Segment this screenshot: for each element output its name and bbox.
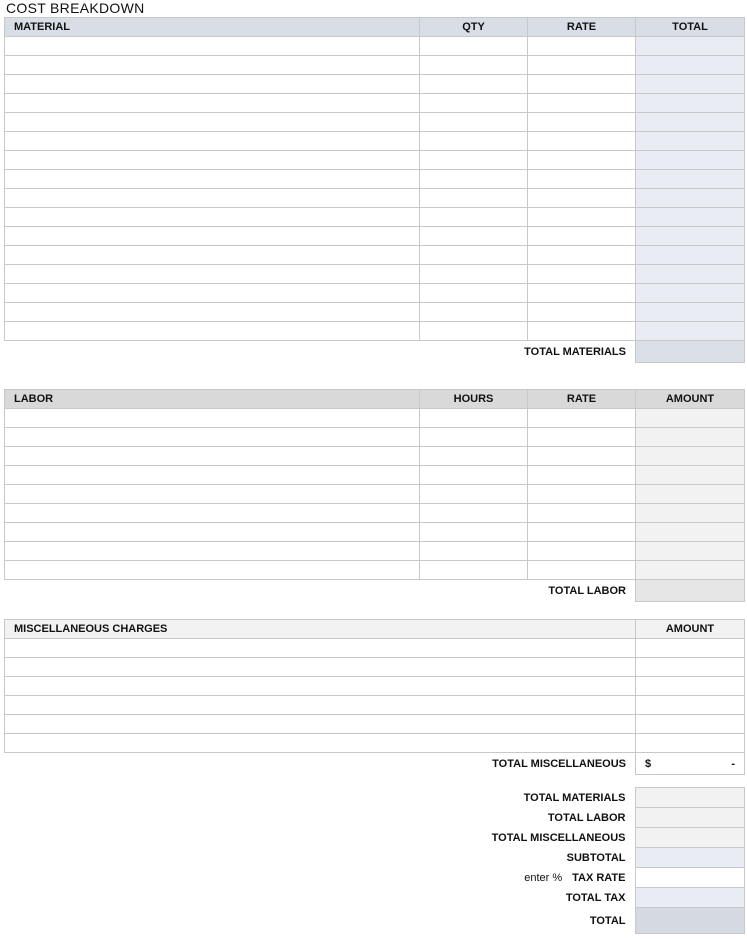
- summary-subtotal-value[interactable]: [635, 848, 744, 868]
- labor-row: [5, 504, 745, 523]
- material-row-cell[interactable]: [528, 75, 636, 94]
- material-row-cell[interactable]: [420, 303, 528, 322]
- material-row-cell[interactable]: [420, 132, 528, 151]
- summary-total-tax-label: TOTAL TAX: [565, 891, 626, 904]
- material-row-cell[interactable]: [5, 37, 420, 56]
- qty-column-header: QTY: [420, 18, 528, 37]
- material-row-cell[interactable]: [420, 322, 528, 341]
- labor-row: [5, 542, 745, 561]
- materials-header-row: [5, 18, 745, 37]
- material-row-cell[interactable]: [636, 94, 745, 113]
- misc-row-cell[interactable]: [636, 677, 745, 696]
- summary-total-row: [4, 908, 744, 934]
- material-row-cell[interactable]: [5, 151, 420, 170]
- labor-row-cell[interactable]: [5, 466, 420, 485]
- material-row-cell[interactable]: [420, 94, 528, 113]
- material-column-header: MATERIAL: [5, 18, 420, 37]
- material-row-cell[interactable]: [5, 227, 420, 246]
- rate-column-header: RATE: [528, 18, 636, 37]
- material-row-cell[interactable]: [636, 189, 745, 208]
- misc-row-cell[interactable]: [636, 696, 745, 715]
- misc-row-cell[interactable]: [636, 639, 745, 658]
- misc-total-amount: -: [731, 757, 735, 770]
- misc-column-header: MISCELLANEOUS CHARGES: [5, 620, 636, 639]
- material-row-cell[interactable]: [5, 56, 420, 75]
- labor-row-cell[interactable]: [5, 447, 420, 466]
- labor-row-cell[interactable]: [420, 485, 528, 504]
- labor-row: [5, 523, 745, 542]
- material-row-cell[interactable]: [5, 132, 420, 151]
- misc-row-cell[interactable]: [5, 734, 636, 753]
- material-row: [5, 75, 745, 94]
- misc-row: [5, 715, 745, 734]
- summary-tax-rate-label: TAX RATE: [572, 871, 626, 884]
- labor-amount-column-header: AMOUNT: [636, 390, 745, 409]
- materials-rows: [5, 37, 745, 341]
- material-row-cell[interactable]: [636, 170, 745, 189]
- labor-row-cell[interactable]: [420, 561, 528, 580]
- hours-column-header: HOURS: [420, 390, 528, 409]
- summary-total-materials-label: TOTAL MATERIALS: [523, 791, 626, 804]
- misc-row-cell[interactable]: [636, 734, 745, 753]
- total-materials-row: [5, 341, 745, 363]
- labor-row: [5, 447, 745, 466]
- labor-row: [5, 485, 745, 504]
- labor-row-cell[interactable]: [528, 504, 636, 523]
- labor-row-cell[interactable]: [636, 466, 745, 485]
- labor-row-cell[interactable]: [420, 504, 528, 523]
- material-row-cell[interactable]: [420, 56, 528, 75]
- total-labor-value[interactable]: [636, 580, 745, 602]
- labor-row-cell[interactable]: [636, 504, 745, 523]
- summary-total-misc-value[interactable]: [635, 828, 744, 848]
- total-column-header: TOTAL: [636, 18, 745, 37]
- labor-rate-column-header: RATE: [528, 390, 636, 409]
- material-row-cell[interactable]: [636, 265, 745, 284]
- misc-row: [5, 734, 745, 753]
- labor-column-header: LABOR: [5, 390, 420, 409]
- misc-row: [5, 658, 745, 677]
- labor-table: [4, 389, 745, 602]
- misc-amount-column-header: AMOUNT: [636, 620, 745, 639]
- labor-row-cell[interactable]: [420, 447, 528, 466]
- total-misc-label: TOTAL MISCELLANEOUS: [492, 757, 626, 770]
- material-row: [5, 284, 745, 303]
- labor-row-cell[interactable]: [528, 561, 636, 580]
- labor-row-cell[interactable]: [528, 542, 636, 561]
- material-row-cell[interactable]: [636, 208, 745, 227]
- material-row: [5, 246, 745, 265]
- labor-row-cell[interactable]: [5, 485, 420, 504]
- summary-subtotal-row: [4, 848, 744, 868]
- labor-row-cell[interactable]: [528, 428, 636, 447]
- material-row: [5, 94, 745, 113]
- labor-row-cell[interactable]: [528, 523, 636, 542]
- material-row-cell[interactable]: [528, 322, 636, 341]
- labor-row-cell[interactable]: [636, 428, 745, 447]
- material-row-cell[interactable]: [5, 75, 420, 94]
- labor-row: [5, 466, 745, 485]
- tax-hint: enter %: [524, 871, 563, 884]
- labor-row-cell[interactable]: [636, 542, 745, 561]
- labor-row-cell[interactable]: [5, 428, 420, 447]
- material-row-cell[interactable]: [420, 246, 528, 265]
- labor-row-cell[interactable]: [5, 523, 420, 542]
- material-row: [5, 227, 745, 246]
- material-row: [5, 322, 745, 341]
- material-row-cell[interactable]: [420, 113, 528, 132]
- summary-total-misc-label: TOTAL MISCELLANEOUS: [491, 831, 626, 844]
- labor-row-cell[interactable]: [5, 504, 420, 523]
- materials-table: [4, 17, 745, 363]
- total-materials-value[interactable]: [636, 341, 745, 363]
- material-row-cell[interactable]: [636, 322, 745, 341]
- material-row-cell[interactable]: [528, 303, 636, 322]
- material-row-cell[interactable]: [528, 208, 636, 227]
- material-row: [5, 56, 745, 75]
- summary-total-value[interactable]: [635, 908, 744, 934]
- material-row-cell[interactable]: [636, 227, 745, 246]
- labor-row-cell[interactable]: [420, 466, 528, 485]
- labor-row-cell[interactable]: [420, 542, 528, 561]
- misc-row: [5, 696, 745, 715]
- total-labor-row: [5, 580, 745, 602]
- material-row-cell[interactable]: [636, 303, 745, 322]
- summary-total-materials-row: [4, 788, 744, 808]
- page-title: COST BREAKDOWN: [6, 0, 145, 16]
- material-row-cell[interactable]: [528, 170, 636, 189]
- material-row-cell[interactable]: [528, 94, 636, 113]
- labor-row-cell[interactable]: [5, 542, 420, 561]
- material-row-cell[interactable]: [420, 189, 528, 208]
- material-row-cell[interactable]: [528, 132, 636, 151]
- material-row-cell[interactable]: [528, 37, 636, 56]
- material-row-cell[interactable]: [420, 265, 528, 284]
- labor-rows: [5, 409, 745, 580]
- summary-subtotal-label: SUBTOTAL: [566, 851, 626, 864]
- material-row-cell[interactable]: [420, 284, 528, 303]
- misc-row-cell[interactable]: [636, 715, 745, 734]
- material-row-cell[interactable]: [5, 303, 420, 322]
- labor-row-cell[interactable]: [528, 447, 636, 466]
- material-row-cell[interactable]: [5, 189, 420, 208]
- material-row-cell[interactable]: [528, 151, 636, 170]
- material-row: [5, 303, 745, 322]
- summary-table: [4, 787, 745, 934]
- labor-row-cell[interactable]: [636, 561, 745, 580]
- material-row: [5, 132, 745, 151]
- material-row-cell[interactable]: [528, 189, 636, 208]
- material-row-cell[interactable]: [420, 170, 528, 189]
- total-labor-label: TOTAL LABOR: [548, 584, 626, 597]
- summary-total-tax-value[interactable]: [635, 888, 744, 908]
- summary-total-materials-value[interactable]: [635, 788, 744, 808]
- labor-row-cell[interactable]: [636, 409, 745, 428]
- labor-row-cell[interactable]: [528, 466, 636, 485]
- currency-symbol: $: [645, 757, 652, 770]
- summary-total-labor-value[interactable]: [635, 808, 744, 828]
- misc-header-row: [5, 620, 745, 639]
- material-row-cell[interactable]: [636, 37, 745, 56]
- labor-row: [5, 409, 745, 428]
- material-row-cell[interactable]: [528, 227, 636, 246]
- labor-header-row: [5, 390, 745, 409]
- misc-row-cell[interactable]: [5, 658, 636, 677]
- labor-row: [5, 561, 745, 580]
- material-row-cell[interactable]: [5, 170, 420, 189]
- total-materials-label: TOTAL MATERIALS: [524, 345, 626, 358]
- material-row-cell[interactable]: [420, 208, 528, 227]
- material-row-cell[interactable]: [528, 246, 636, 265]
- material-row-cell[interactable]: [5, 284, 420, 303]
- labor-row-cell[interactable]: [5, 561, 420, 580]
- labor-row-cell[interactable]: [528, 485, 636, 504]
- summary-total-tax-row: [4, 888, 744, 908]
- material-row-cell[interactable]: [636, 151, 745, 170]
- misc-row-cell[interactable]: [5, 696, 636, 715]
- summary-total-misc-row: [4, 828, 744, 848]
- misc-table: [4, 619, 745, 775]
- labor-row-cell[interactable]: [420, 428, 528, 447]
- misc-row: [5, 677, 745, 696]
- misc-row-cell[interactable]: [5, 715, 636, 734]
- material-row-cell[interactable]: [5, 246, 420, 265]
- material-row: [5, 151, 745, 170]
- material-row-cell[interactable]: [420, 227, 528, 246]
- labor-row-cell[interactable]: [636, 523, 745, 542]
- material-row-cell[interactable]: [5, 113, 420, 132]
- material-row-cell[interactable]: [528, 56, 636, 75]
- misc-row-cell[interactable]: [5, 677, 636, 696]
- material-row-cell[interactable]: [528, 265, 636, 284]
- labor-row-cell[interactable]: [420, 409, 528, 428]
- summary-total-label: TOTAL: [589, 914, 626, 927]
- labor-row-cell[interactable]: [528, 409, 636, 428]
- summary-tax-rate-label-cell: [4, 868, 635, 888]
- material-row-cell[interactable]: [636, 284, 745, 303]
- material-row-cell[interactable]: [5, 265, 420, 284]
- material-row-cell[interactable]: [636, 132, 745, 151]
- labor-row-cell[interactable]: [5, 409, 420, 428]
- material-row-cell[interactable]: [636, 56, 745, 75]
- labor-row: [5, 428, 745, 447]
- tax-rate-input[interactable]: [635, 868, 744, 888]
- material-row: [5, 189, 745, 208]
- misc-row: [5, 639, 745, 658]
- summary-total-labor-label: TOTAL LABOR: [547, 811, 626, 824]
- material-row-cell[interactable]: [420, 151, 528, 170]
- material-row-cell[interactable]: [5, 208, 420, 227]
- material-row-cell[interactable]: [420, 37, 528, 56]
- material-row: [5, 113, 745, 132]
- labor-row-cell[interactable]: [636, 447, 745, 466]
- misc-rows: [5, 639, 745, 753]
- total-misc-row: [5, 753, 745, 775]
- total-misc-value[interactable]: [636, 753, 745, 775]
- material-row: [5, 170, 745, 189]
- material-row-cell[interactable]: [636, 246, 745, 265]
- material-row-cell[interactable]: [528, 113, 636, 132]
- summary-tax-rate-row: [4, 868, 744, 888]
- summary-total-labor-row: [4, 808, 744, 828]
- misc-row-cell[interactable]: [5, 639, 636, 658]
- material-row: [5, 265, 745, 284]
- misc-row-cell[interactable]: [636, 658, 745, 677]
- labor-row-cell[interactable]: [420, 523, 528, 542]
- material-row: [5, 208, 745, 227]
- material-row-cell[interactable]: [636, 113, 745, 132]
- material-row-cell[interactable]: [636, 75, 745, 94]
- material-row: [5, 37, 745, 56]
- labor-row-cell[interactable]: [636, 485, 745, 504]
- material-row-cell[interactable]: [5, 94, 420, 113]
- material-row-cell[interactable]: [528, 284, 636, 303]
- material-row-cell[interactable]: [5, 322, 420, 341]
- material-row-cell[interactable]: [420, 75, 528, 94]
